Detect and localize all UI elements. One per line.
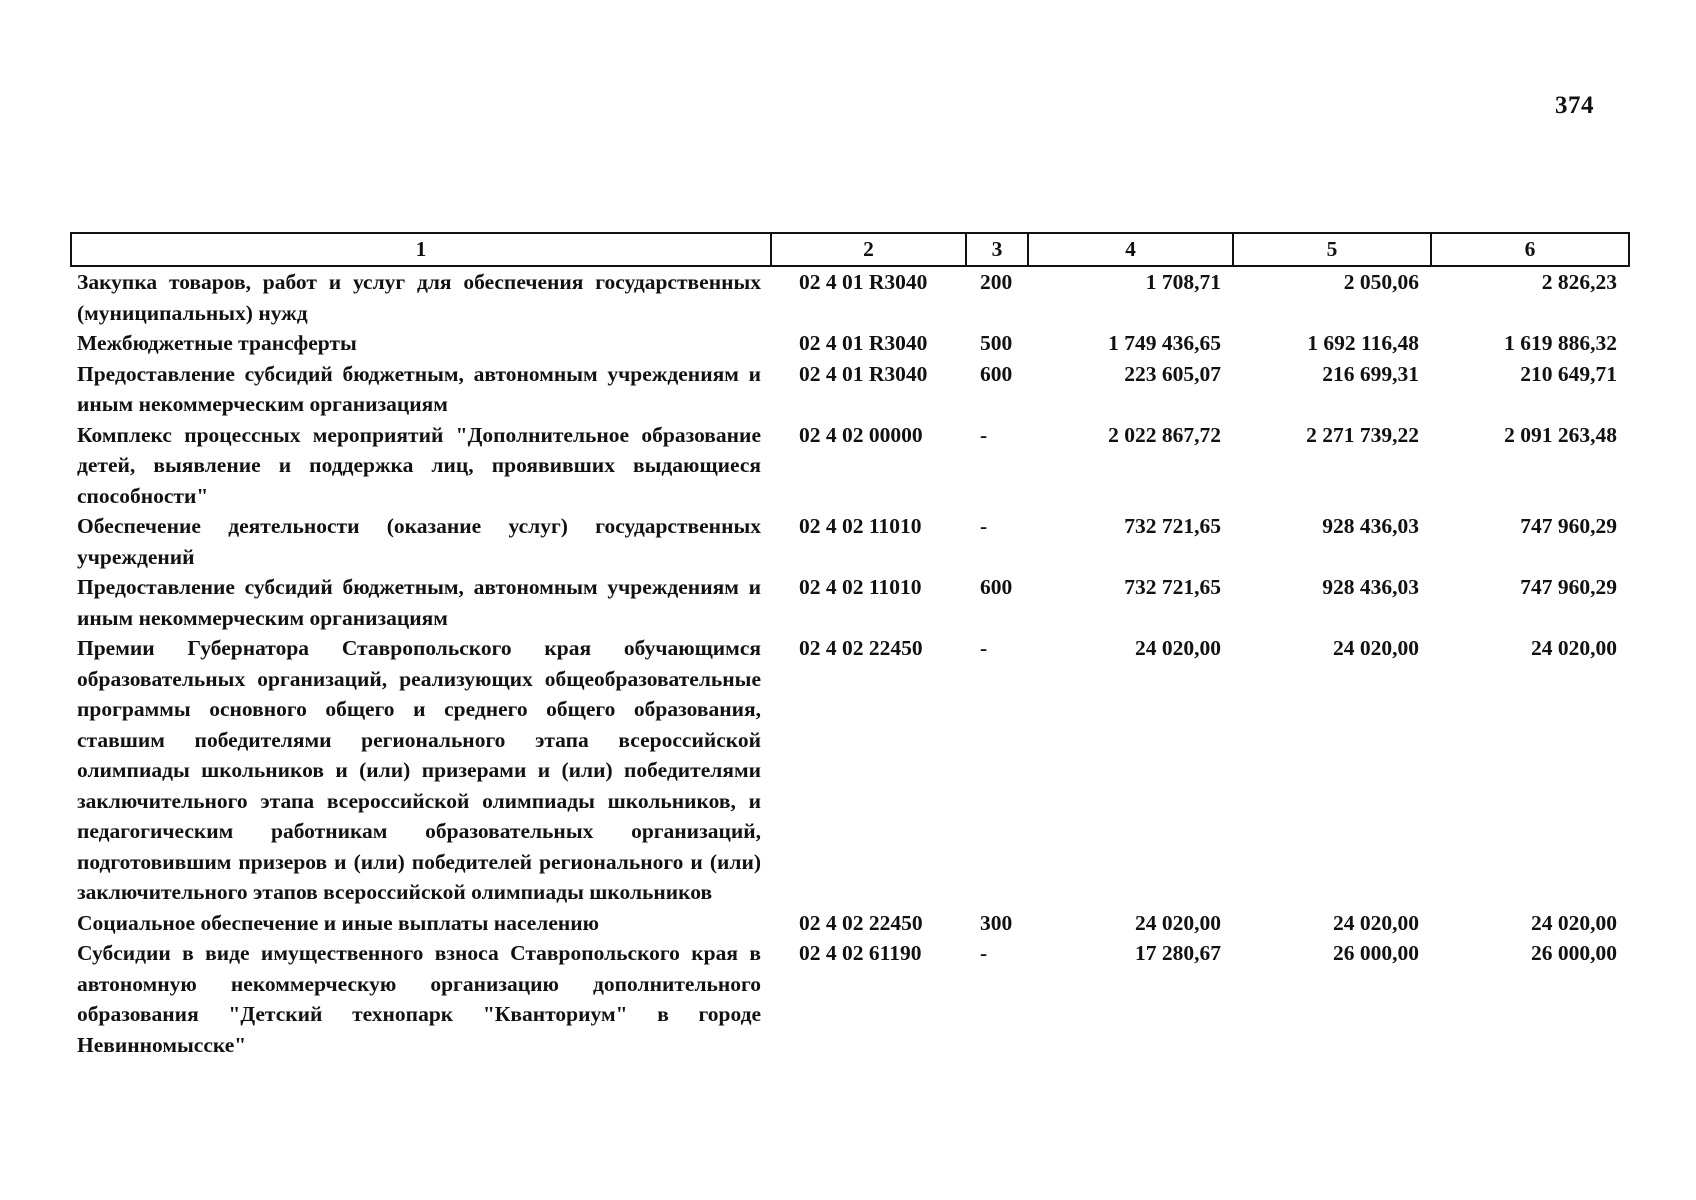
header-col-5: 5 — [1233, 233, 1431, 266]
row-code: 02 4 01 R3040 — [799, 331, 928, 355]
row-value-6: 1 619 886,32 — [1504, 331, 1617, 355]
row-value-4: 24 020,00 — [1135, 636, 1221, 660]
header-col-1: 1 — [71, 233, 771, 266]
table-row — [71, 359, 1629, 420]
row-type: 600 — [980, 575, 1013, 599]
row-value-6: 747 960,29 — [1520, 514, 1617, 538]
row-value-5: 928 436,03 — [1322, 575, 1419, 599]
table-row — [71, 420, 1629, 512]
row-value-4: 1 749 436,65 — [1108, 331, 1221, 355]
row-value-4: 17 280,67 — [1135, 941, 1221, 965]
row-name: Предоставление субсидий бюджетным, автономным учреждениям и иным некоммерческим организациям — [77, 361, 761, 416]
header-row — [71, 233, 1629, 266]
row-name: Премии Губернатора Ставропольского края обучающимся образовательных организаций, реализующих общеобразовательные программы основного общего и среднего общего образования, ставшим победителями регионального этапа всероссийской олимпиады школьников и (или) призерами и (или) победителями заключительного этапа всероссийской олимпиады школьников, и педагогическим работникам образовательных организаций, подготовившим призеров и (или) победителей регионального и (или) заключительного этапов всероссийской олимпиады школьников — [77, 636, 761, 904]
row-value-6: 24 020,00 — [1531, 636, 1617, 660]
page-number: 374 — [1555, 92, 1594, 119]
row-value-4: 2 022 867,72 — [1108, 422, 1221, 447]
row-value-6: 747 960,29 — [1520, 575, 1617, 599]
table-header — [71, 233, 1629, 266]
row-value-5: 1 692 116,48 — [1307, 331, 1419, 355]
row-name: Субсидии в виде имущественного взноса Ставропольского края в автономную некоммерческую организацию дополнительного образования "Детский технопарк "Кванториум" в городе Невинномысске" — [77, 941, 761, 1057]
row-value-4: 1 708,71 — [1145, 270, 1221, 294]
row-value-5: 24 020,00 — [1333, 636, 1419, 660]
row-code: 02 4 01 R3040 — [799, 270, 928, 294]
row-value-4: 223 605,07 — [1124, 361, 1221, 386]
header-col-6: 6 — [1431, 233, 1629, 266]
row-type: - — [980, 422, 988, 447]
row-type: 200 — [980, 270, 1013, 294]
row-name: Обеспечение деятельности (оказание услуг) государственных учреждений — [77, 514, 761, 569]
row-code: 02 4 02 22450 — [799, 636, 923, 660]
row-name: Закупка товаров, работ и услуг для обеспечения государственных (муниципальных) нужд — [77, 270, 761, 325]
row-type: - — [980, 636, 988, 660]
row-value-4: 732 721,65 — [1124, 514, 1221, 538]
row-type: - — [980, 514, 988, 538]
row-value-5: 2 050,06 — [1343, 270, 1419, 294]
row-value-6: 2 091 263,48 — [1504, 422, 1617, 447]
row-name: Социальное обеспечение и иные выплаты населению — [77, 910, 600, 935]
row-value-6: 26 000,00 — [1531, 941, 1617, 965]
header-col-3: 3 — [966, 233, 1028, 266]
row-value-4: 732 721,65 — [1124, 575, 1221, 599]
row-code: 02 4 02 61190 — [799, 941, 922, 965]
row-value-4: 24 020,00 — [1135, 910, 1221, 935]
row-value-6: 24 020,00 — [1531, 910, 1617, 935]
row-value-5: 928 436,03 — [1322, 514, 1419, 538]
header-col-2: 2 — [771, 233, 966, 266]
row-name: Межбюджетные трансферты — [77, 331, 357, 355]
table-row — [71, 328, 1629, 359]
row-value-5: 2 271 739,22 — [1306, 422, 1419, 447]
row-name: Комплекс процессных мероприятий "Дополнительное образование детей, выявление и поддержка лиц, проявивших выдающиеся способности" — [77, 422, 761, 508]
row-code: 02 4 02 22450 — [799, 910, 923, 935]
row-type: 300 — [980, 910, 1013, 935]
row-value-5: 216 699,31 — [1322, 361, 1419, 386]
table-row — [71, 908, 1629, 939]
row-code: 02 4 02 00000 — [799, 422, 923, 447]
table-row — [71, 511, 1629, 572]
row-type: 500 — [980, 331, 1013, 355]
row-code: 02 4 01 R3040 — [799, 361, 928, 386]
header-col-4: 4 — [1028, 233, 1233, 266]
row-value-6: 2 826,23 — [1541, 270, 1617, 294]
table-row — [71, 572, 1629, 633]
row-name: Предоставление субсидий бюджетным, автономным учреждениям и иным некоммерческим организациям — [77, 575, 761, 630]
budget-table — [70, 232, 1630, 1060]
table-row — [71, 633, 1629, 908]
row-code: 02 4 02 11010 — [799, 575, 922, 599]
row-value-5: 24 020,00 — [1333, 910, 1419, 935]
table-body — [71, 266, 1629, 1060]
table-row — [71, 938, 1629, 1060]
row-type: - — [980, 941, 988, 965]
row-value-5: 26 000,00 — [1333, 941, 1419, 965]
row-code: 02 4 02 11010 — [799, 514, 922, 538]
table-row — [71, 266, 1629, 328]
row-type: 600 — [980, 361, 1013, 386]
row-value-6: 210 649,71 — [1520, 361, 1617, 386]
